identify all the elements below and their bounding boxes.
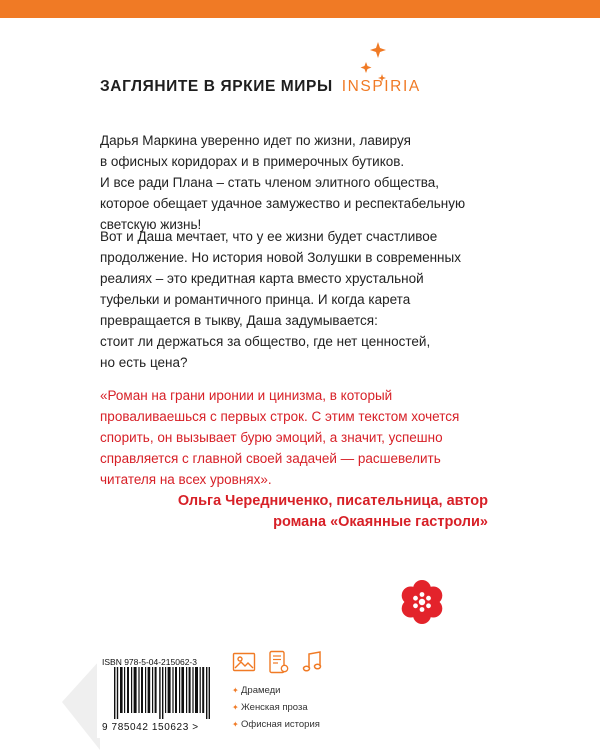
author-line: романа «Окаянные гастроли»	[273, 514, 488, 530]
genre-label: Офисная история	[241, 719, 320, 730]
text-line: реалиях – это кредитная карта вместо хрустальной	[100, 271, 424, 286]
audio-icon	[300, 650, 324, 674]
genre-list	[232, 682, 320, 733]
text-line: которое обещает удачное замужество и респектабельную	[100, 196, 466, 211]
review-author	[178, 491, 488, 533]
text-line: светскую жизнь!	[100, 217, 202, 232]
genre-label: Женская проза	[241, 702, 308, 713]
author-line: Ольга Чередниченко, писательница, автор	[177, 493, 488, 509]
genre-item	[232, 716, 320, 733]
barcode	[114, 667, 210, 719]
sparkle-bullet-icon: ✦	[232, 703, 239, 712]
text-line: превращается в тыкву, Даша задумывается:	[100, 313, 378, 328]
tagline-text: ЗАГЛЯНИТЕ В ЯРКИЕ МИРЫ	[100, 78, 333, 95]
isbn-number: ISBN 978-5-04-215062-3	[102, 657, 197, 667]
brand-name: INSPIRIA	[341, 78, 421, 95]
text-line: но есть цена?	[100, 355, 188, 370]
genre-item	[232, 699, 320, 716]
quote-line: проваливаешься с первых строк. С этим текстом хочется	[100, 409, 460, 424]
quote-line: справляется с главной своей задачей — расшевелить	[100, 451, 441, 466]
quote-line: спорить, он вызывает бурю эмоций, а значит, успешно	[100, 430, 443, 445]
genre-item	[232, 682, 320, 699]
text-line: продолжение. Но история новой Золушки в современных	[100, 250, 461, 265]
image-icon	[232, 650, 256, 674]
genre-label: Драмеди	[241, 685, 281, 696]
corner-shape	[62, 660, 100, 750]
text-line: в офисных коридорах и в примерочных бутиков.	[100, 154, 405, 169]
top-accent-bar	[0, 0, 600, 18]
review-quote	[100, 385, 459, 490]
quote-line: «Роман на грани иронии и цинизма, в который	[100, 388, 393, 403]
text-line: Дарья Маркина уверенно идет по жизни, лавируя	[100, 133, 411, 148]
sparkle-bullet-icon: ✦	[232, 686, 239, 695]
text-line: Вот и Даша мечтает, что у ее жизни будет счастливое	[100, 229, 438, 244]
ean-digits: 9 785042 150623 >	[102, 722, 199, 733]
text-line: стоит ли держаться за общество, где нет ценностей,	[100, 334, 431, 349]
description-paragraph-2	[100, 226, 461, 373]
publisher-flower-logo	[398, 578, 446, 626]
text-line: И все ради Плана – стать членом элитного общества,	[100, 175, 440, 190]
description-paragraph-1	[100, 130, 465, 235]
quote-line: читателя на всех уровнях».	[100, 472, 272, 487]
text-line: туфельки и романтичного принца. И когда карета	[100, 292, 411, 307]
ebook-icon	[266, 650, 290, 674]
sparkle-bullet-icon: ✦	[232, 720, 239, 729]
series-tagline	[100, 78, 421, 96]
